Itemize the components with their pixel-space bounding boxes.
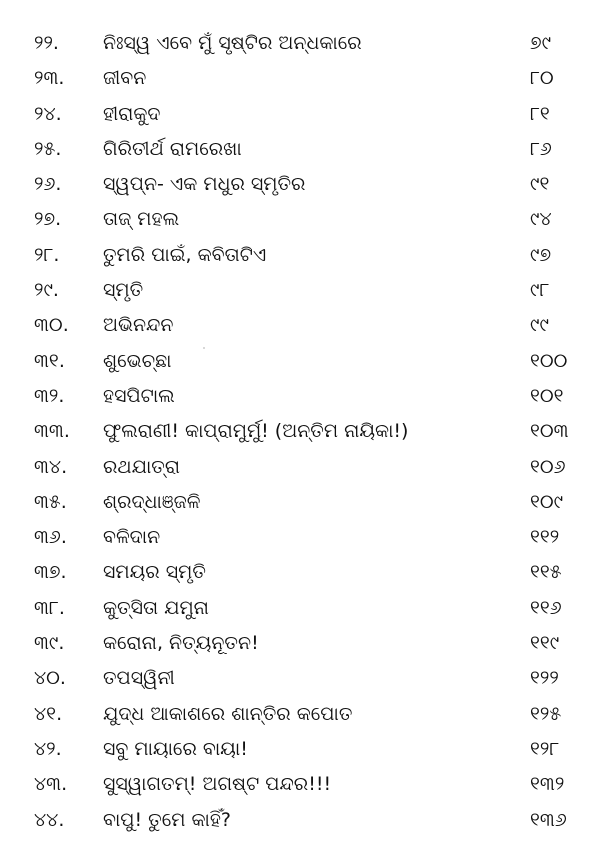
entry-title: ଅଭିନନ୍ଦନ <box>103 314 174 337</box>
toc-entry <box>0 591 600 626</box>
toc-entry <box>0 273 600 308</box>
entry-page-number: ୧୦୩ <box>530 420 569 443</box>
entry-title: ତୁମରି ପାଇଁ, କବିତାଟିଏ <box>103 243 267 266</box>
toc-entry <box>0 626 600 661</box>
entry-title: କୁତ୍ସିତା ଯମୁନା <box>103 596 209 619</box>
entry-title: ବାପୁ! ତୁମେ କାହିଁ? <box>103 808 232 831</box>
entry-title: ବଳିଦାନ <box>103 526 161 549</box>
entry-number: ୨୨. <box>34 32 59 54</box>
entry-page-number: ୯୮ <box>530 279 550 302</box>
entry-page-number: ୧୦୦ <box>530 349 568 372</box>
toc-entry <box>0 97 600 132</box>
toc-entry <box>0 61 600 96</box>
entry-number: ୩୪. <box>34 455 68 478</box>
entry-number: ୪୩. <box>34 773 68 796</box>
toc-entry <box>0 485 600 520</box>
entry-title: ସ୍ୱପ୍ନ- ଏକ ମଧୁର ସ୍ମୃତିର <box>103 173 306 196</box>
entry-page-number: ୭୯ <box>530 32 552 54</box>
entry-title: ସମୟର ସ୍ମୃତି <box>103 561 206 584</box>
toc-entry <box>0 767 600 802</box>
entry-page-number: ୯୪ <box>530 208 552 231</box>
entry-page-number: ୯୭ <box>530 243 552 266</box>
toc-entry <box>0 202 600 237</box>
entry-number: ୩୬. <box>34 526 67 549</box>
entry-title: ଜୀବନ <box>103 67 147 90</box>
entry-page-number: ୧୨୮ <box>530 737 560 760</box>
entry-number: ୩୮. <box>34 596 65 619</box>
toc-entry <box>0 238 600 273</box>
entry-title: ତପସ୍ୱିନୀ <box>103 667 175 690</box>
entry-number: ୩୨. <box>34 384 65 407</box>
entry-page-number: ୧୧୯ <box>530 632 560 655</box>
toc-entry <box>0 344 600 379</box>
entry-page-number: ୯୧ <box>530 173 550 196</box>
paper-speck <box>203 347 205 349</box>
entry-number: ୨୩. <box>34 67 65 90</box>
entry-title: ଯୁଦ୍ଧ ଆକାଶରେ ଶାନ୍ତିର କପୋତ <box>103 702 353 725</box>
entry-title: ହୀରାକୁଦ <box>103 102 161 125</box>
entry-title: ତାଜ୍ ମହଲ <box>103 208 180 231</box>
entry-title: ରଥଯାତ୍ରା <box>103 455 180 478</box>
toc-entry <box>0 167 600 202</box>
entry-page-number: ୮୬ <box>530 137 552 160</box>
toc-entry <box>0 661 600 696</box>
entry-title: ହସପିଟାଲ <box>103 384 175 407</box>
entry-number: ୩୦. <box>34 314 69 337</box>
entry-number: ୪୧. <box>34 702 63 725</box>
entry-page-number: ୯୯ <box>530 314 549 337</box>
entry-page-number: ୧୦୬ <box>530 455 566 478</box>
entry-number: ୨୮. <box>34 243 60 266</box>
entry-page-number: ୧୨୫ <box>530 702 562 725</box>
entry-page-number: ୧୧୨ <box>530 526 560 549</box>
entry-number: ୨୭. <box>34 208 62 231</box>
toc-entry <box>0 450 600 485</box>
toc-entry <box>0 132 600 167</box>
entry-number: ୩୩. <box>34 420 70 443</box>
entry-title: ସବୁ ମାୟାରେ ବାୟା! <box>103 737 248 760</box>
entry-title: କରୋନା, ନିତ୍ୟନୂତନ! <box>103 632 259 655</box>
entry-page-number: ୧୦୯ <box>530 490 564 513</box>
entry-title: ଫୁଲରାଣୀ! କାପ୍ରାମୁର୍ମୁ! (ଅନ୍ତିମ ନାୟିକା!) <box>103 420 409 443</box>
toc-entry <box>0 555 600 590</box>
entry-page-number: ୧୨୨ <box>530 667 559 690</box>
entry-number: ୪୦. <box>34 667 66 690</box>
table-of-contents <box>0 26 600 838</box>
entry-title: ଶୁଭେଚ୍ଛା <box>103 349 172 372</box>
entry-number: ୨୪. <box>34 102 62 125</box>
entry-number: ୩୭. <box>34 561 67 584</box>
entry-number: ୨୬. <box>34 173 62 196</box>
entry-number: ୩୫. <box>34 490 67 513</box>
entry-number: ୨୯. <box>34 279 59 302</box>
entry-title: ନିଃସ୍ୱ ଏବେ ମୁଁ ସୃଷ୍ଟିର ଅନ୍ଧକାରେ <box>103 32 362 54</box>
toc-entry <box>0 732 600 767</box>
toc-entry <box>0 379 600 414</box>
entry-number: ୩୧. <box>34 349 65 372</box>
entry-page-number: ୧୧୫ <box>530 561 562 584</box>
entry-page-number: ୮୦ <box>530 67 554 90</box>
toc-entry <box>0 308 600 343</box>
entry-number: ୨୫. <box>34 137 62 160</box>
entry-page-number: ୧୧୬ <box>530 596 562 619</box>
entry-title: ସୁସ୍ୱାଗତମ୍! ଅଗଷ୍ଟ ପନ୍ଦର!!! <box>103 773 332 796</box>
entry-number: ୪୪. <box>34 808 65 831</box>
entry-page-number: ୧୩୨ <box>530 773 565 796</box>
entry-page-number: ୧୦୧ <box>530 384 564 407</box>
toc-entry <box>0 414 600 449</box>
toc-entry <box>0 26 600 61</box>
entry-title: ସ୍ମୃତି <box>103 279 144 302</box>
entry-page-number: ୧୩୬ <box>530 808 567 831</box>
entry-page-number: ୮୧ <box>530 102 550 125</box>
toc-entry <box>0 803 600 838</box>
entry-title: ଗିରିତୀର୍ଥ ରାମରେଖା <box>103 137 242 160</box>
entry-title: ଶ୍ରଦ୍ଧାଞ୍ଜଳି <box>103 490 201 513</box>
toc-entry <box>0 697 600 732</box>
entry-number: ୩୯. <box>34 632 65 655</box>
entry-number: ୪୨. <box>34 737 62 760</box>
toc-entry <box>0 520 600 555</box>
